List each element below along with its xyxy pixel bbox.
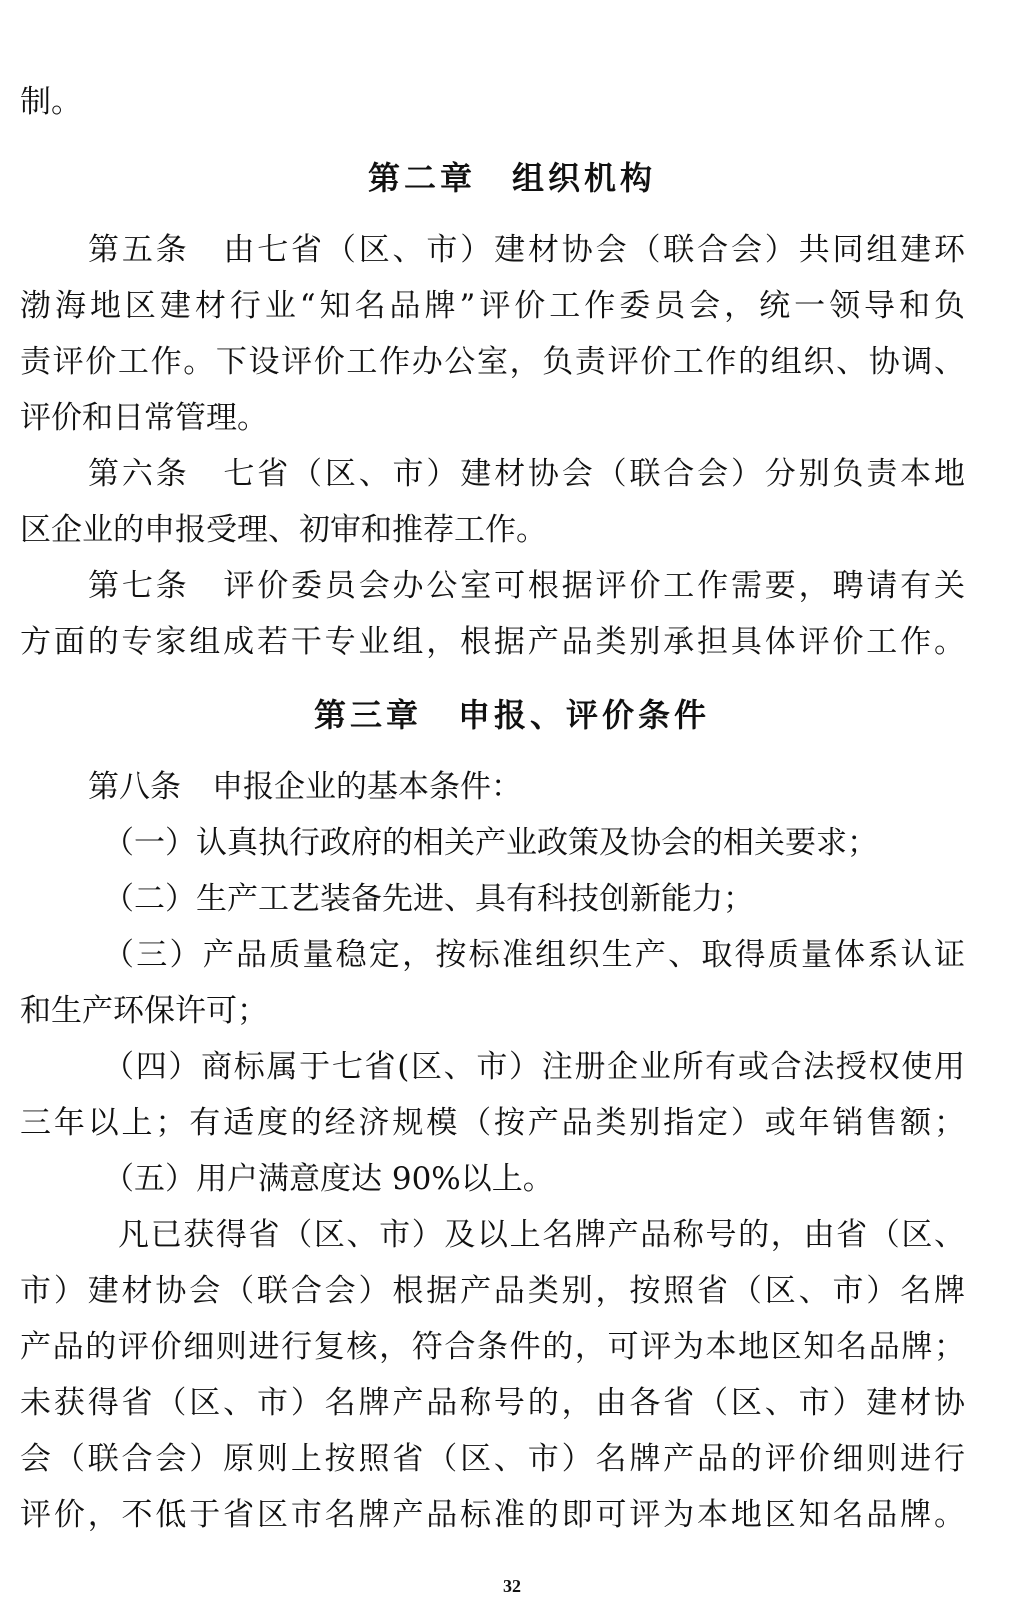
text-line: 评价，不低于省区市名牌产品标准的即可评为本地区知名品牌。 <box>20 1497 965 1533</box>
text-line: 会（联合会）原则上按照省（区、市）名牌产品的评价细则进行 <box>20 1441 965 1477</box>
text-line: 责评价工作。下设评价工作办公室，负责评价工作的组织、协调、 <box>20 344 965 380</box>
article-7-line: 第七条 评价委员会办公室可根据评价工作需要，聘请有关 <box>88 568 965 604</box>
condition-item: （四）商标属于七省(区、市）注册企业所有或合法授权使用 <box>103 1049 965 1085</box>
chapter-heading: 第二章 组织机构 <box>367 159 656 197</box>
text-line: 区企业的申报受理、初审和推荐工作。 <box>20 512 547 548</box>
article-6-line: 第六条 七省（区、市）建材协会（联合会）分别负责本地 <box>88 456 965 492</box>
text-line: 产品的评价细则进行复核，符合条件的，可评为本地区知名品牌； <box>20 1329 965 1365</box>
condition-item: （一）认真执行政府的相关产业政策及协会的相关要求； <box>103 825 878 861</box>
article-5-line: 第五条 由七省（区、市）建材协会（联合会）共同组建环 <box>88 232 965 268</box>
condition-item: （二）生产工艺装备先进、具有科技创新能力； <box>103 881 754 917</box>
text-line: 市）建材协会（联合会）根据产品类别，按照省（区、市）名牌 <box>20 1273 965 1309</box>
text-line: 制。 <box>20 84 82 120</box>
text-line: 渤海地区建材行业“知名品牌”评价工作委员会，统一领导和负 <box>20 288 965 324</box>
text-line: 评价和日常管理。 <box>20 400 268 436</box>
condition-item: （三）产品质量稳定，按标准组织生产、取得质量体系认证 <box>103 937 965 973</box>
page-number: 32 <box>503 1576 521 1596</box>
chapter-heading: 第三章 申报、评价条件 <box>313 696 710 734</box>
text-line: 方面的专家组成若干专业组，根据产品类别承担具体评价工作。 <box>20 624 965 660</box>
condition-item: （五）用户满意度达 90%以上。 <box>103 1161 554 1197</box>
text-line: 三年以上；有适度的经济规模（按产品类别指定）或年销售额； <box>20 1105 965 1141</box>
text-line: 和生产环保许可； <box>20 993 268 1029</box>
text-line: 未获得省（区、市）名牌产品称号的，由各省（区、市）建材协 <box>20 1385 965 1421</box>
paragraph-line: 凡已获得省（区、市）及以上名牌产品称号的，由省（区、 <box>118 1217 965 1253</box>
article-8-line: 第八条 申报企业的基本条件： <box>88 769 522 805</box>
